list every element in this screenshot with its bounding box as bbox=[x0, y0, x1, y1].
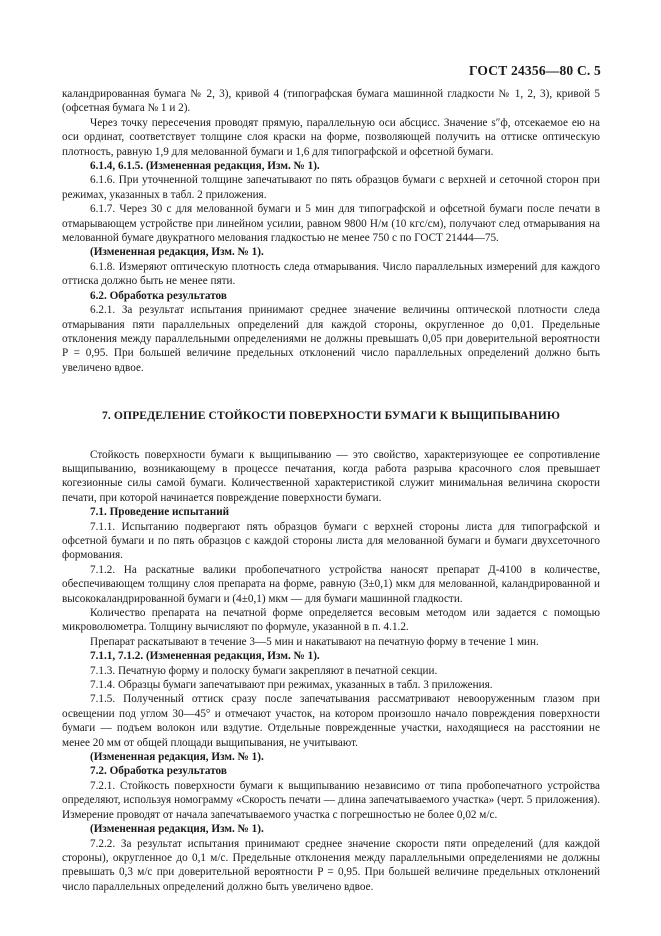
revision-note: 6.1.4, 6.1.5. (Измененная редакция, Изм. № 1). bbox=[90, 160, 320, 173]
revision-note: 7.1.1, 7.1.2. (Измененная редакция, Изм. № 1). bbox=[90, 650, 320, 663]
paragraph: Препарат раскатывают в течение 3—5 мин и накатывают на печатную форму в течение 1 мин. bbox=[90, 635, 539, 648]
revision-note: (Измененная редакция, Изм. № 1). bbox=[90, 823, 264, 836]
subsection-heading: 6.2. Обработка результатов bbox=[90, 289, 227, 302]
paragraph: 7.1.2. На раскатные валики пробопечатного устройства наносят препарат Д-4100 в количестве, обеспечивающем толщину слоя препарата на форме, равную (3±0,1) мкм для мелованной, каландрированной и высококаландрированной бумаги и (4±0,1) мкм — для бумаги машинной гладкости. bbox=[62, 563, 600, 605]
paragraph: 6.2.1. За результат испытания принимают среднее значение величины оптической плотности следа отмарывания пяти параллельных определений для каждой стороны, округленное до 0,01. Предельные отклонения между параллельными определениями не должны превышать 0,05 при доверительной вероятности P = 0,95. При большей величине предельных отклонений число параллельных определений должно быть увеличено вдвое. bbox=[62, 304, 600, 374]
subsection-heading: 7.2. Обработка результатов bbox=[90, 765, 227, 778]
paragraph: 7.1.4. Образцы бумаги запечатывают при режимах, указанных в табл. 3 приложения. bbox=[90, 679, 493, 692]
document-body bbox=[62, 87, 600, 894]
page-header: ГОСТ 24356—80 С. 5 bbox=[468, 63, 601, 78]
paragraph: каландрированная бумага № 2, 3), кривой 4 (типографская бумага машинной гладкости № 1, 2, 3), кривой 5 (офсетная бумага № 1 и 2). bbox=[62, 88, 600, 115]
paragraph: Количество препарата на печатной форме определяется весовым методом или задается с помощью микроволюметра. Толщину вычисляют по формуле, указанной в п. 4.1.2. bbox=[62, 607, 600, 634]
paragraph: 6.1.6. При уточненной толщине запечатывают по пять образцов бумаги с верхней и сеточной сторон при режимах, указанных в табл. 2 приложения. bbox=[62, 174, 600, 201]
section-title: 7. ОПРЕДЕЛЕНИЕ СТОЙКОСТИ ПОВЕРХНОСТИ БУМАГИ К ВЫЩИПЫВАНИЮ bbox=[102, 409, 560, 423]
paragraph: 7.1.1. Испытанию подвергают пять образцов бумаги с верхней стороны листа для типографской и офсетной бумаги и по пять образцов с каждой стороны листа для мелованной бумаги и бумаги двухсеточного формования. bbox=[62, 520, 600, 562]
revision-note: (Измененная редакция, Изм. № 1). bbox=[90, 246, 264, 259]
paragraph: Стойкость поверхности бумаги к выщипыванию — это свойство, характеризующее ее сопротивление выщипыванию, возникающему в процессе печатания, когда работа разрыва красочного слоя превышает когезионные силы самой бумаги. Количественной характеристикой служит минимальная величина скорости печати, при которой начинается повреждение поверхности бумаги. bbox=[62, 448, 600, 504]
paragraph: 6.1.7. Через 30 с для мелованной бумаги и 5 мин для типографской и офсетной бумаги после печати в отмарывающем устройстве при линейном усилии, равном 9800 Н/м (10 кгс/см), получают след отмарывания на мелованной бумаге двукратного мелования гладкостью не менее 750 с по ГОСТ 21444—75. bbox=[62, 203, 600, 245]
paragraph: 7.1.3. Печатную форму и полоску бумаги закрепляют в печатной секции. bbox=[90, 664, 438, 677]
paragraph: 6.1.8. Измеряют оптическую плотность следа отмарывания. Число параллельных измерений для каждого оттиска должно быть не менее пяти. bbox=[62, 260, 600, 288]
revision-note: (Измененная редакция, Изм. № 1). bbox=[90, 751, 264, 764]
subsection-heading: 7.1. Проведение испытаний bbox=[90, 506, 230, 519]
paragraph: 7.1.5. Полученный оттиск сразу после запечатывания рассматривают невооруженным глазом при освещении под углом 30—45° и отмечают участок, на котором произошло начало повреждения поверхности бумаги — подъем волокон или вздутие. Отдельные поврежденные участки, находящиеся на расстоянии не менее 20 мм от общей площади выщипывания, не учитывают. bbox=[62, 693, 600, 749]
paragraph: Через точку пересечения проводят прямую, параллельную оси абсцисс. Значение s″ф, отсекаемое ею на оси ординат, соответствует толщине слоя краски на форме, позволяющей получить на оттиске оптическую плотность, равную 1,9 для мелованной бумаги и 1,6 для типографской и офсетной бумаги. bbox=[62, 116, 600, 158]
paragraph: 7.2.2. За результат испытания принимают среднее значение скорости пяти определений (для каждой стороны), округленное до 0,1 м/с. Предельные отклонения между параллельными определениями не должны превышать 0,3 м/с при доверительной вероятности P = 0,95. При большей величине предельных отклонений число параллельных определений должно быть увеличено вдвое. bbox=[62, 837, 600, 893]
paragraph: 7.2.1. Стойкость поверхности бумаги к выщипыванию независимо от типа пробопечатного устройства определяют, используя номограмму «Скорость печати — длина запечатываемого участка» (черт. 5 приложения). Измерение проводят от начала запечатываемого участка с погрешностью не более 0,02 м/с. bbox=[62, 779, 600, 821]
